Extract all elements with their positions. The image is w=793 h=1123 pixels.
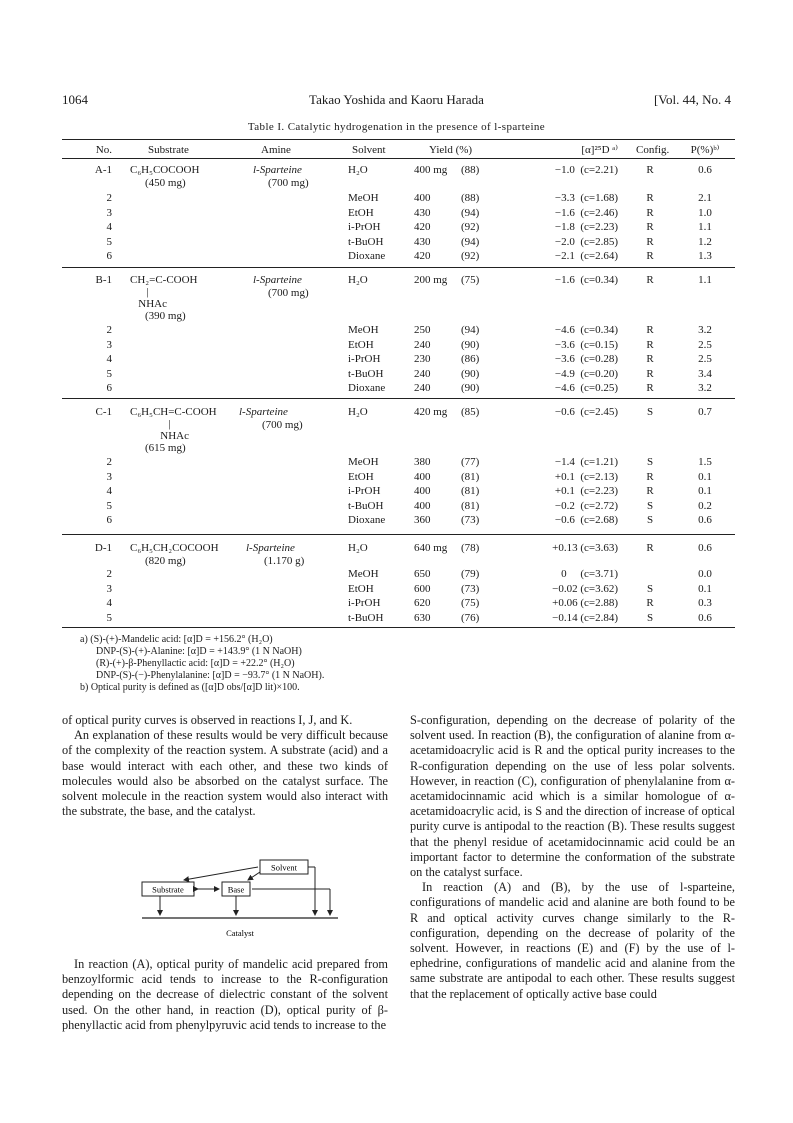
cell-rot: −0.6 (c=2.68) bbox=[554, 514, 618, 526]
footnote-a-3: (R)-(+)-β-Phenyllactic acid: [α]D = +22.2° (H₂O) bbox=[96, 658, 295, 669]
cell-yield: 240 bbox=[414, 368, 431, 380]
cell-solvent: H₂O bbox=[348, 406, 368, 418]
cell-solvent: MeOH bbox=[348, 568, 379, 580]
cell-solvent: MeOH bbox=[348, 324, 379, 336]
cell-cfg: R bbox=[646, 221, 654, 233]
substrate-label: Substrate bbox=[152, 884, 184, 895]
cell-no: C-1 bbox=[95, 406, 112, 418]
cell-pct: (94) bbox=[461, 324, 480, 336]
cell-no: 6 bbox=[106, 382, 112, 394]
column-header: P(%)ᵇ⁾ bbox=[690, 144, 720, 156]
cell-yield: 430 bbox=[414, 207, 431, 219]
cell-p: 0.7 bbox=[698, 406, 712, 418]
cell-cfg: S bbox=[646, 500, 654, 512]
cell-solvent: Dioxane bbox=[348, 382, 386, 394]
cell-rot: +0.13 (c=3.63) bbox=[552, 542, 618, 554]
cell-yield: 640 mg bbox=[414, 542, 448, 554]
cell-no: 5 bbox=[106, 236, 112, 248]
cell-solvent: EtOH bbox=[348, 583, 374, 595]
paragraph: S-configuration, depending on the decrease of polarity of the solvent used. In reaction (B), the configuration of alanine from α-acetamidoacrylic acid is R and the optical purity increases to the R-configuration depending on the use of less polar solvents. However, in reaction (C), configuration of phenylalanine from α-acetamidocinnamic acid which is a similar homologue of α-acetamidoacrylic acid, is S and the direction of increase of optical purity curve is antipodal to the reaction (B). These results suggest that the phenyl residue of acetamidocinnamic acid could be an important factor to determine the conformation of the substrate on the catalyst surface. bbox=[410, 713, 735, 880]
cell-yield: 250 bbox=[414, 324, 431, 336]
cell-rot: −4.9 (c=0.20) bbox=[554, 368, 618, 380]
cell-no: 4 bbox=[106, 485, 112, 497]
cell-p: 0.2 bbox=[698, 500, 712, 512]
cell-p: 3.4 bbox=[698, 368, 712, 380]
cell-p: 2.5 bbox=[698, 353, 712, 365]
cell-cfg: S bbox=[646, 456, 654, 468]
cell-pct: (90) bbox=[461, 382, 480, 394]
cell-yield: 630 bbox=[414, 612, 431, 624]
cell-pct: (88) bbox=[461, 164, 480, 176]
cell-solvent: i-PrOH bbox=[348, 485, 381, 497]
cell-no: 2 bbox=[106, 568, 112, 580]
cell-cfg: R bbox=[646, 192, 654, 204]
cell-solvent: MeOH bbox=[348, 192, 379, 204]
cell-pct: (90) bbox=[461, 339, 480, 351]
cell-yield: 620 bbox=[414, 597, 431, 609]
cell-pct: (92) bbox=[461, 221, 480, 233]
running-head-authors: Takao Yoshida and Kaoru Harada bbox=[309, 92, 484, 107]
substrate-c: C₆H₅CH=C-COOH bbox=[130, 406, 217, 418]
cell-pct: (77) bbox=[461, 456, 480, 468]
cell-solvent: Dioxane bbox=[348, 514, 386, 526]
cell-pct: (81) bbox=[461, 485, 480, 497]
amine-c: l-Sparteine bbox=[239, 406, 288, 418]
cell-rot: −0.2 (c=2.72) bbox=[554, 500, 618, 512]
cell-no: 2 bbox=[106, 192, 112, 204]
cell-no: 5 bbox=[106, 612, 112, 624]
cell-p: 3.2 bbox=[698, 324, 712, 336]
cell-rot: −0.14 (c=2.84) bbox=[552, 612, 618, 624]
cell-p: 0.6 bbox=[698, 514, 712, 526]
substrate-b: CH₂=C-COOH bbox=[130, 274, 198, 286]
cell-no: 3 bbox=[106, 471, 112, 483]
cell-solvent: Dioxane bbox=[348, 250, 386, 262]
substrate-a-amount: (450 mg) bbox=[145, 177, 186, 189]
cell-p: 1.2 bbox=[698, 236, 712, 248]
cell-p: 0.3 bbox=[698, 597, 712, 609]
cell-no: 4 bbox=[106, 597, 112, 609]
cell-p: 0.1 bbox=[698, 471, 712, 483]
column-header: Amine bbox=[261, 144, 291, 156]
page-number: 1064 bbox=[62, 92, 88, 107]
column-header: Config. bbox=[636, 144, 670, 156]
cell-pct: (73) bbox=[461, 514, 480, 526]
solvent-label: Solvent bbox=[271, 862, 297, 873]
cell-pct: (88) bbox=[461, 192, 480, 204]
cell-pct: (81) bbox=[461, 500, 480, 512]
cell-rot: +0.1 (c=2.13) bbox=[554, 471, 618, 483]
interaction-diagram bbox=[140, 858, 340, 943]
cell-rot: −0.6 (c=2.45) bbox=[554, 406, 618, 418]
cell-cfg: R bbox=[646, 485, 654, 497]
cell-p: 2.1 bbox=[698, 192, 712, 204]
paragraph: In reaction (A) and (B), by the use of l-sparteine, configurations of mandelic acid and alanine are both found to be R and optical activity curves change similarly to the R-configuration, depending on the decrease of polarity of the solvent. However, in reactions (E) and (F) by the use of l-ephedrine, configurations of mandelic acid and alanine from the same substrate are antipodal to each other. These results suggest that the replacement of optically active base could bbox=[410, 880, 735, 1001]
cell-p: 1.5 bbox=[698, 456, 712, 468]
footnote-a: a) (S)-(+)-Mandelic acid: [α]D = +156.2° (H₂O) bbox=[80, 634, 273, 645]
group-divider-b bbox=[62, 398, 735, 399]
footnote-b: b) Optical purity is defined as ([α]D obs/[α]D lit)×100. bbox=[80, 682, 300, 693]
cell-cfg: R bbox=[646, 382, 654, 394]
cell-p: 2.5 bbox=[698, 339, 712, 351]
cell-no: D-1 bbox=[94, 542, 112, 554]
cell-cfg: R bbox=[646, 353, 654, 365]
substrate-b-amount: (390 mg) bbox=[145, 310, 186, 322]
cell-p: 0.6 bbox=[698, 542, 712, 554]
footnote-a-4: DNP-(S)-(−)-Phenylalanine: [α]D = −93.7° (1 N NaOH). bbox=[96, 670, 325, 681]
cell-rot: −2.0 (c=2.85) bbox=[554, 236, 618, 248]
table-caption: Table I. Catalytic hydrogenation in the presence of l-sparteine bbox=[247, 121, 546, 133]
cell-yield: 400 bbox=[414, 485, 431, 497]
cell-rot: +0.1 (c=2.23) bbox=[554, 485, 618, 497]
cell-yield: 420 mg bbox=[414, 406, 448, 418]
cell-cfg: R bbox=[646, 597, 654, 609]
cell-solvent: H₂O bbox=[348, 542, 368, 554]
cell-p: 0.0 bbox=[698, 568, 712, 580]
cell-yield: 420 bbox=[414, 221, 431, 233]
cell-no: 2 bbox=[106, 324, 112, 336]
cell-cfg: S bbox=[646, 583, 654, 595]
cell-cfg: R bbox=[646, 339, 654, 351]
cell-cfg: R bbox=[646, 236, 654, 248]
substrate-d: C₆H₅CH₂COCOOH bbox=[130, 542, 219, 554]
cell-no: 5 bbox=[106, 368, 112, 380]
cell-no: A-1 bbox=[94, 164, 112, 176]
cell-yield: 240 bbox=[414, 339, 431, 351]
cell-p: 0.6 bbox=[698, 612, 712, 624]
cell-no: 3 bbox=[106, 207, 112, 219]
cell-solvent: t-BuOH bbox=[348, 500, 384, 512]
cell-yield: 380 bbox=[414, 456, 431, 468]
cell-yield: 240 bbox=[414, 382, 431, 394]
cell-solvent: H₂O bbox=[348, 274, 368, 286]
cell-p: 0.1 bbox=[698, 583, 712, 595]
cell-yield: 200 mg bbox=[414, 274, 448, 286]
amine-c-amount: (700 mg) bbox=[262, 419, 303, 431]
cell-yield: 430 bbox=[414, 236, 431, 248]
cell-cfg: R bbox=[646, 542, 654, 554]
base-label: Base bbox=[227, 884, 245, 895]
cell-yield: 420 bbox=[414, 250, 431, 262]
cell-no: 4 bbox=[106, 221, 112, 233]
cell-no: 2 bbox=[106, 456, 112, 468]
cell-rot: −1.4 (c=1.21) bbox=[554, 456, 618, 468]
amine-d: l-Sparteine bbox=[246, 542, 295, 554]
cell-yield: 400 bbox=[414, 192, 431, 204]
cell-rot: −3.6 (c=0.15) bbox=[554, 339, 618, 351]
cell-pct: (94) bbox=[461, 236, 480, 248]
table-bottom-rule bbox=[62, 627, 735, 628]
cell-solvent: t-BuOH bbox=[348, 612, 384, 624]
paragraph: An explanation of these results would be very difficult because of the complexity of the reaction system. A substrate (acid) and a base would interact with each other, and these two kinds of molecules would also be absorbed on the catalyst surface. The solvent molecule in the reaction system would also interact with the substrate, the base, and the catalyst. bbox=[62, 728, 388, 819]
left-column-bottom bbox=[62, 957, 388, 1033]
cell-no: 3 bbox=[106, 339, 112, 351]
cell-rot: 0 (c=3.71) bbox=[561, 568, 618, 580]
column-header: [α]²⁵D ᵃ⁾ bbox=[581, 144, 618, 156]
cell-solvent: i-PrOH bbox=[348, 597, 381, 609]
cell-pct: (92) bbox=[461, 250, 480, 262]
cell-cfg: R bbox=[646, 471, 654, 483]
group-divider-a bbox=[62, 267, 735, 268]
cell-pct: (73) bbox=[461, 583, 480, 595]
group-divider-c bbox=[62, 534, 735, 535]
cell-p: 1.1 bbox=[698, 221, 712, 233]
cell-yield: 360 bbox=[414, 514, 431, 526]
cell-yield: 600 bbox=[414, 583, 431, 595]
cell-solvent: EtOH bbox=[348, 471, 374, 483]
cell-pct: (75) bbox=[461, 597, 480, 609]
column-header: Substrate bbox=[148, 144, 189, 156]
cell-no: 3 bbox=[106, 583, 112, 595]
cell-no: 6 bbox=[106, 514, 112, 526]
cell-yield: 400 mg bbox=[414, 164, 448, 176]
column-header: Yield (%) bbox=[429, 144, 473, 156]
cell-solvent: i-PrOH bbox=[348, 221, 381, 233]
substrate-b-structure: | NHAc bbox=[138, 286, 167, 310]
cell-no: 4 bbox=[106, 353, 112, 365]
cell-p: 1.0 bbox=[698, 207, 712, 219]
cell-pct: (86) bbox=[461, 353, 480, 365]
cell-pct: (81) bbox=[461, 471, 480, 483]
substrate-a: C₆H₅COCOOH bbox=[130, 164, 200, 176]
cell-solvent: t-BuOH bbox=[348, 236, 384, 248]
paragraph: In reaction (A), optical purity of mandelic acid prepared from benzoylformic acid tends to increase to the R-configuration depending on the decrease of dielectric constant of the solvent used. On the other hand, in reaction (D), optical purity of β-phenyllactic acid from phenylpyruvic acid tends to increase to the bbox=[62, 957, 388, 1032]
table-header-rule bbox=[62, 158, 735, 159]
cell-rot: +0.06 (c=2.88) bbox=[552, 597, 618, 609]
cell-p: 1.1 bbox=[698, 274, 712, 286]
substrate-d-amount: (820 mg) bbox=[145, 555, 186, 567]
column-header: No. bbox=[95, 144, 112, 156]
cell-pct: (90) bbox=[461, 368, 480, 380]
cell-rot: −1.6 (c=2.46) bbox=[554, 207, 618, 219]
left-column-top bbox=[62, 713, 388, 819]
cell-rot: −1.8 (c=2.23) bbox=[554, 221, 618, 233]
cell-pct: (78) bbox=[461, 542, 480, 554]
cell-rot: −3.3 (c=1.68) bbox=[554, 192, 618, 204]
cell-p: 0.6 bbox=[698, 164, 712, 176]
cell-pct: (75) bbox=[461, 274, 480, 286]
cell-no: B-1 bbox=[95, 274, 112, 286]
cell-pct: (79) bbox=[461, 568, 480, 580]
cell-solvent: t-BuOH bbox=[348, 368, 384, 380]
cell-cfg: R bbox=[646, 274, 654, 286]
cell-yield: 400 bbox=[414, 500, 431, 512]
cell-yield: 230 bbox=[414, 353, 431, 365]
amine-b: l-Sparteine bbox=[253, 274, 302, 286]
cell-p: 0.1 bbox=[698, 485, 712, 497]
cell-rot: −0.02 (c=3.62) bbox=[552, 583, 618, 595]
cell-cfg: R bbox=[646, 250, 654, 262]
cell-cfg: S bbox=[646, 612, 654, 624]
footnote-a-2: DNP-(S)-(+)-Alanine: [α]D = +143.9° (1 N NaOH) bbox=[96, 646, 302, 657]
catalyst-label: Catalyst bbox=[226, 928, 254, 938]
cell-solvent: i-PrOH bbox=[348, 353, 381, 365]
cell-rot: −4.6 (c=0.25) bbox=[554, 382, 618, 394]
cell-pct: (76) bbox=[461, 612, 480, 624]
cell-cfg: S bbox=[646, 514, 654, 526]
cell-rot: −3.6 (c=0.28) bbox=[554, 353, 618, 365]
amine-a: l-Sparteine bbox=[253, 164, 302, 176]
amine-b-amount: (700 mg) bbox=[268, 287, 309, 299]
cell-rot: −2.1 (c=2.64) bbox=[554, 250, 618, 262]
amine-a-amount: (700 mg) bbox=[268, 177, 309, 189]
right-column bbox=[410, 713, 735, 1002]
cell-cfg: R bbox=[646, 324, 654, 336]
cell-no: 6 bbox=[106, 250, 112, 262]
cell-yield: 650 bbox=[414, 568, 431, 580]
cell-yield: 400 bbox=[414, 471, 431, 483]
cell-cfg: R bbox=[646, 207, 654, 219]
cell-solvent: EtOH bbox=[348, 339, 374, 351]
cell-cfg: R bbox=[646, 368, 654, 380]
cell-solvent: MeOH bbox=[348, 456, 379, 468]
cell-p: 1.3 bbox=[698, 250, 712, 262]
cell-rot: −1.6 (c=0.34) bbox=[554, 274, 618, 286]
cell-solvent: H₂O bbox=[348, 164, 368, 176]
cell-solvent: EtOH bbox=[348, 207, 374, 219]
cell-p: 3.2 bbox=[698, 382, 712, 394]
amine-d-amount: (1.170 g) bbox=[264, 555, 305, 567]
cell-pct: (94) bbox=[461, 207, 480, 219]
cell-rot: −1.0 (c=2.21) bbox=[554, 164, 618, 176]
substrate-c-amount: (615 mg) bbox=[145, 442, 186, 454]
column-header: Solvent bbox=[352, 144, 386, 156]
cell-no: 5 bbox=[106, 500, 112, 512]
cell-cfg: R bbox=[646, 164, 654, 176]
substrate-c-structure: | NHAc bbox=[160, 418, 189, 442]
cell-cfg: S bbox=[646, 406, 654, 418]
cell-pct: (85) bbox=[461, 406, 480, 418]
paragraph: of optical purity curves is observed in reactions I, J, and K. bbox=[62, 713, 353, 727]
table-top-rule bbox=[62, 139, 735, 140]
cell-rot: −4.6 (c=0.34) bbox=[554, 324, 618, 336]
volume-label: [Vol. 44, No. 4 bbox=[653, 92, 731, 107]
